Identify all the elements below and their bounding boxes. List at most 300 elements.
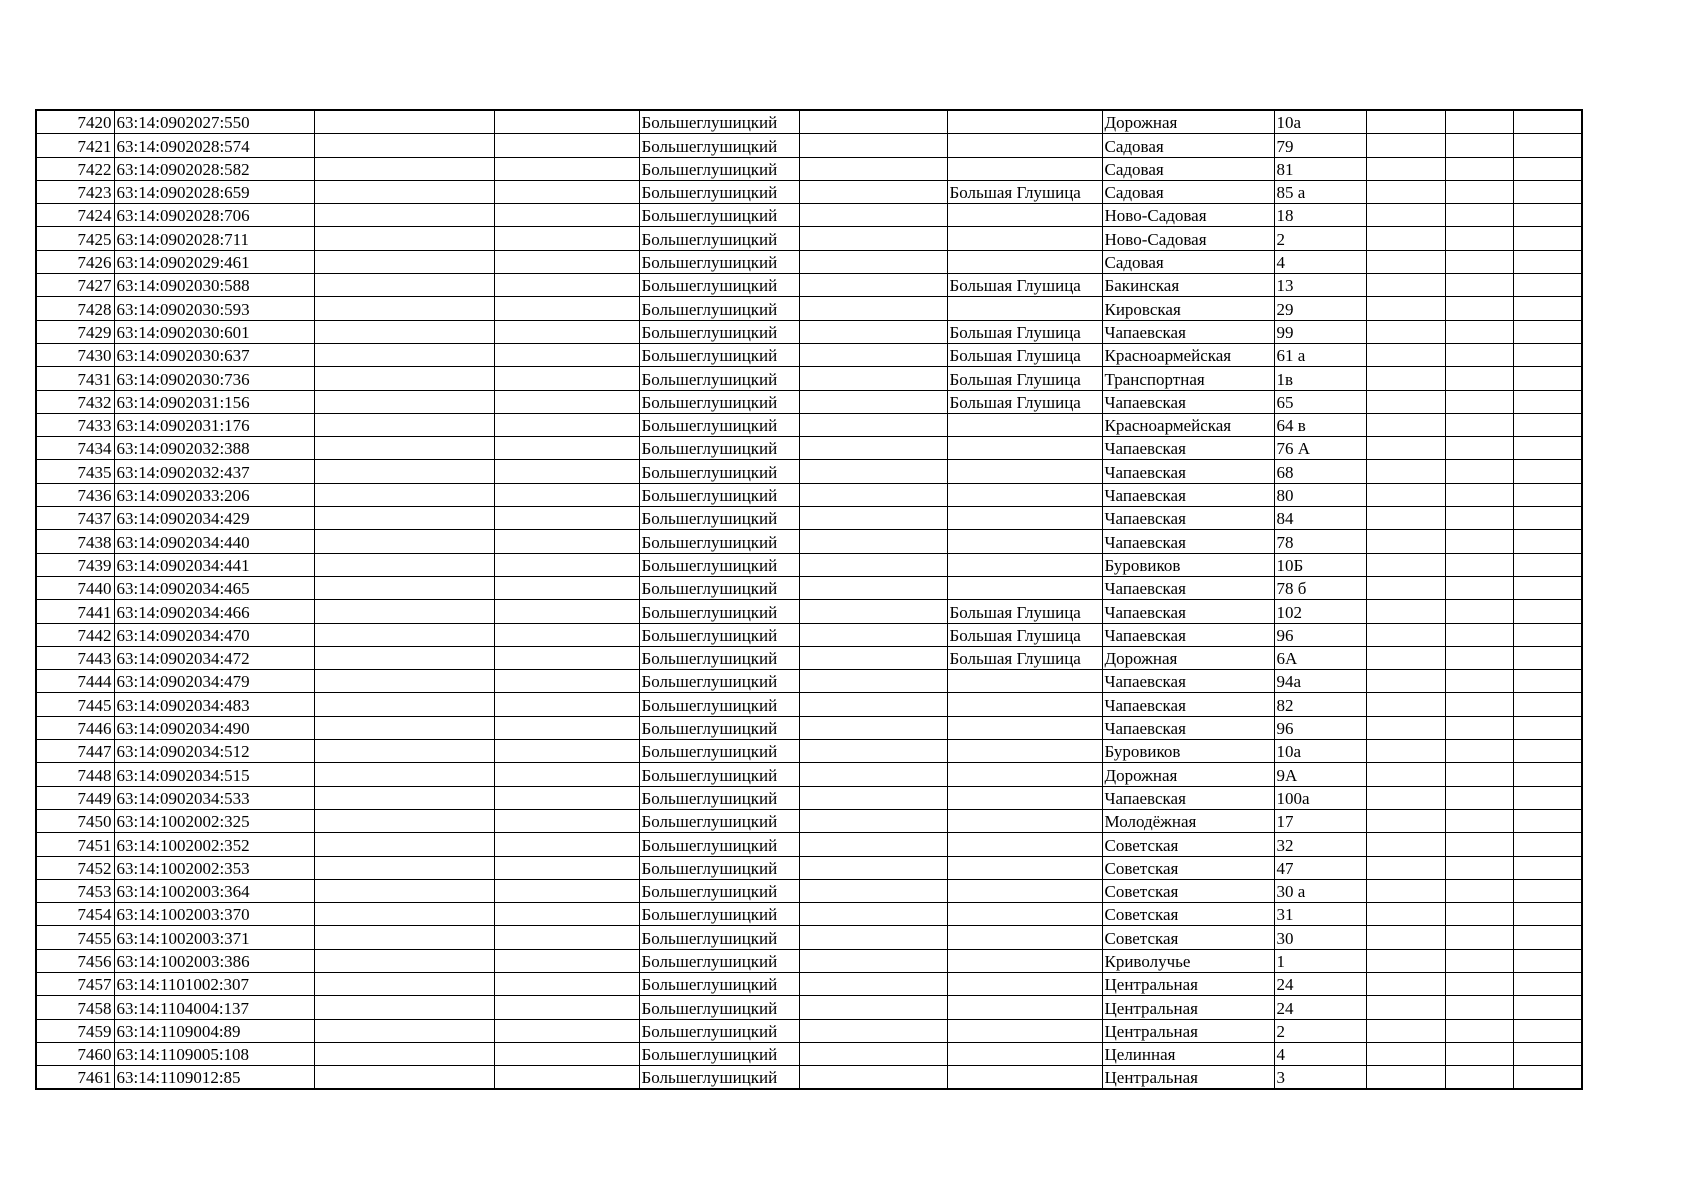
- empty-cell: [1513, 833, 1582, 856]
- row-number-cell: 7429: [36, 320, 114, 343]
- empty-cell: [494, 530, 639, 553]
- house-number-cell: 102: [1274, 600, 1366, 623]
- district-cell: Большеглушицкий: [639, 180, 799, 203]
- empty-cell: [1513, 903, 1582, 926]
- cadastral-number-cell: 63:14:0902034:479: [114, 670, 314, 693]
- street-cell: Советская: [1102, 833, 1274, 856]
- cadastral-number-cell: 63:14:1109005:108: [114, 1042, 314, 1065]
- house-number-cell: 1: [1274, 949, 1366, 972]
- locality-cell: [947, 250, 1102, 273]
- empty-cell: [494, 693, 639, 716]
- cadastral-number-cell: 63:14:0902034:470: [114, 623, 314, 646]
- district-cell: Большеглушицкий: [639, 320, 799, 343]
- cadastral-number-cell: 63:14:0902030:588: [114, 274, 314, 297]
- cadastral-number-cell: 63:14:1002003:371: [114, 926, 314, 949]
- empty-cell: [314, 297, 494, 320]
- street-cell: Садовая: [1102, 157, 1274, 180]
- cadastral-number-cell: 63:14:1109004:89: [114, 1019, 314, 1042]
- house-number-cell: 1в: [1274, 367, 1366, 390]
- empty-cell: [1366, 413, 1445, 436]
- cadastral-number-cell: 63:14:0902033:206: [114, 483, 314, 506]
- empty-cell: [494, 343, 639, 366]
- empty-cell: [1366, 483, 1445, 506]
- empty-cell: [1366, 343, 1445, 366]
- empty-cell: [799, 809, 947, 832]
- table-row: [36, 227, 1582, 250]
- empty-cell: [494, 437, 639, 460]
- empty-cell: [1366, 553, 1445, 576]
- empty-cell: [1366, 670, 1445, 693]
- cadastral-number-cell: 63:14:0902034:483: [114, 693, 314, 716]
- cadastral-number-cell: 63:14:0902034:465: [114, 576, 314, 599]
- empty-cell: [314, 716, 494, 739]
- empty-cell: [1445, 297, 1513, 320]
- house-number-cell: 85 а: [1274, 180, 1366, 203]
- empty-cell: [1445, 1066, 1513, 1090]
- empty-cell: [799, 1066, 947, 1090]
- empty-cell: [494, 297, 639, 320]
- district-cell: Большеглушицкий: [639, 833, 799, 856]
- street-cell: Чапаевская: [1102, 483, 1274, 506]
- empty-cell: [494, 157, 639, 180]
- empty-cell: [314, 320, 494, 343]
- table-row: [36, 297, 1582, 320]
- empty-cell: [799, 693, 947, 716]
- row-number-cell: 7423: [36, 180, 114, 203]
- empty-cell: [799, 949, 947, 972]
- row-number-cell: 7445: [36, 693, 114, 716]
- empty-cell: [494, 1042, 639, 1065]
- cadastral-number-cell: 63:14:1002003:386: [114, 949, 314, 972]
- row-number-cell: 7457: [36, 972, 114, 995]
- district-cell: Большеглушицкий: [639, 856, 799, 879]
- empty-cell: [799, 157, 947, 180]
- street-cell: Центральная: [1102, 1019, 1274, 1042]
- empty-cell: [494, 670, 639, 693]
- district-cell: Большеглушицкий: [639, 507, 799, 530]
- table-row: [36, 879, 1582, 902]
- house-number-cell: 10Б: [1274, 553, 1366, 576]
- table-row: [36, 530, 1582, 553]
- table-row: [36, 343, 1582, 366]
- empty-cell: [1513, 250, 1582, 273]
- cadastral-number-cell: 63:14:1109012:85: [114, 1066, 314, 1090]
- house-number-cell: 24: [1274, 972, 1366, 995]
- locality-cell: [947, 740, 1102, 763]
- empty-cell: [314, 413, 494, 436]
- locality-cell: [947, 227, 1102, 250]
- district-cell: Большеглушицкий: [639, 343, 799, 366]
- house-number-cell: 30 а: [1274, 879, 1366, 902]
- empty-cell: [314, 926, 494, 949]
- empty-cell: [1445, 460, 1513, 483]
- empty-cell: [1513, 413, 1582, 436]
- house-number-cell: 64 в: [1274, 413, 1366, 436]
- empty-cell: [314, 460, 494, 483]
- cadastral-number-cell: 63:14:1002003:370: [114, 903, 314, 926]
- street-cell: Чапаевская: [1102, 460, 1274, 483]
- empty-cell: [799, 250, 947, 273]
- empty-cell: [1513, 949, 1582, 972]
- house-number-cell: 17: [1274, 809, 1366, 832]
- locality-cell: [947, 972, 1102, 995]
- table-row: [36, 809, 1582, 832]
- empty-cell: [1366, 460, 1445, 483]
- table-row: [36, 134, 1582, 157]
- empty-cell: [494, 1066, 639, 1090]
- locality-cell: Большая Глушица: [947, 623, 1102, 646]
- empty-cell: [1445, 926, 1513, 949]
- empty-cell: [1366, 600, 1445, 623]
- street-cell: Дорожная: [1102, 763, 1274, 786]
- empty-cell: [799, 553, 947, 576]
- cadastral-number-cell: 63:14:0902030:601: [114, 320, 314, 343]
- empty-cell: [314, 972, 494, 995]
- table-row: [36, 740, 1582, 763]
- empty-cell: [799, 833, 947, 856]
- empty-cell: [1366, 134, 1445, 157]
- street-cell: Дорожная: [1102, 646, 1274, 669]
- empty-cell: [314, 553, 494, 576]
- house-number-cell: 6А: [1274, 646, 1366, 669]
- house-number-cell: 32: [1274, 833, 1366, 856]
- street-cell: Советская: [1102, 856, 1274, 879]
- empty-cell: [1366, 833, 1445, 856]
- cadastral-number-cell: 63:14:0902032:437: [114, 460, 314, 483]
- locality-cell: [947, 204, 1102, 227]
- row-number-cell: 7452: [36, 856, 114, 879]
- row-number-cell: 7427: [36, 274, 114, 297]
- locality-cell: Большая Глушица: [947, 600, 1102, 623]
- empty-cell: [1366, 437, 1445, 460]
- empty-cell: [1513, 460, 1582, 483]
- house-number-cell: 47: [1274, 856, 1366, 879]
- locality-cell: [947, 996, 1102, 1019]
- table-row: [36, 553, 1582, 576]
- district-cell: Большеглушицкий: [639, 274, 799, 297]
- empty-cell: [799, 483, 947, 506]
- locality-cell: [947, 949, 1102, 972]
- district-cell: Большеглушицкий: [639, 1019, 799, 1042]
- table-row: [36, 949, 1582, 972]
- empty-cell: [799, 716, 947, 739]
- empty-cell: [1366, 740, 1445, 763]
- empty-cell: [494, 949, 639, 972]
- row-number-cell: 7431: [36, 367, 114, 390]
- street-cell: Чапаевская: [1102, 670, 1274, 693]
- empty-cell: [1366, 297, 1445, 320]
- row-number-cell: 7443: [36, 646, 114, 669]
- row-number-cell: 7450: [36, 809, 114, 832]
- empty-cell: [799, 856, 947, 879]
- locality-cell: [947, 134, 1102, 157]
- house-number-cell: 2: [1274, 1019, 1366, 1042]
- row-number-cell: 7458: [36, 996, 114, 1019]
- street-cell: Ново-Садовая: [1102, 227, 1274, 250]
- row-number-cell: 7437: [36, 507, 114, 530]
- cadastral-number-cell: 63:14:0902030:593: [114, 297, 314, 320]
- cadastral-number-cell: 63:14:0902030:736: [114, 367, 314, 390]
- empty-cell: [799, 670, 947, 693]
- empty-cell: [1366, 367, 1445, 390]
- empty-cell: [799, 996, 947, 1019]
- locality-cell: Большая Глушица: [947, 180, 1102, 203]
- empty-cell: [1513, 390, 1582, 413]
- empty-cell: [314, 1066, 494, 1090]
- row-number-cell: 7435: [36, 460, 114, 483]
- locality-cell: [947, 460, 1102, 483]
- table-row: [36, 903, 1582, 926]
- table-row: [36, 367, 1582, 390]
- empty-cell: [1445, 180, 1513, 203]
- empty-cell: [494, 413, 639, 436]
- empty-cell: [1513, 157, 1582, 180]
- locality-cell: [947, 413, 1102, 436]
- row-number-cell: 7434: [36, 437, 114, 460]
- house-number-cell: 31: [1274, 903, 1366, 926]
- house-number-cell: 3: [1274, 1066, 1366, 1090]
- locality-cell: [947, 786, 1102, 809]
- empty-cell: [1445, 786, 1513, 809]
- district-cell: Большеглушицкий: [639, 972, 799, 995]
- empty-cell: [1513, 786, 1582, 809]
- registry-table: [35, 109, 1583, 1090]
- street-cell: Советская: [1102, 903, 1274, 926]
- empty-cell: [314, 879, 494, 902]
- empty-cell: [494, 227, 639, 250]
- empty-cell: [1513, 1019, 1582, 1042]
- empty-cell: [1445, 110, 1513, 134]
- district-cell: Большеглушицкий: [639, 786, 799, 809]
- locality-cell: Большая Глушица: [947, 274, 1102, 297]
- row-number-cell: 7456: [36, 949, 114, 972]
- house-number-cell: 10а: [1274, 110, 1366, 134]
- empty-cell: [1513, 879, 1582, 902]
- empty-cell: [1513, 483, 1582, 506]
- street-cell: Буровиков: [1102, 553, 1274, 576]
- cadastral-number-cell: 63:14:0902032:388: [114, 437, 314, 460]
- cadastral-number-cell: 63:14:0902034:466: [114, 600, 314, 623]
- empty-cell: [314, 740, 494, 763]
- district-cell: Большеглушицкий: [639, 1066, 799, 1090]
- house-number-cell: 100а: [1274, 786, 1366, 809]
- locality-cell: [947, 1019, 1102, 1042]
- empty-cell: [1366, 274, 1445, 297]
- street-cell: Центральная: [1102, 996, 1274, 1019]
- district-cell: Большеглушицкий: [639, 879, 799, 902]
- empty-cell: [1445, 623, 1513, 646]
- empty-cell: [1513, 693, 1582, 716]
- district-cell: Большеглушицкий: [639, 227, 799, 250]
- empty-cell: [1513, 530, 1582, 553]
- empty-cell: [1445, 903, 1513, 926]
- empty-cell: [799, 926, 947, 949]
- empty-cell: [1445, 437, 1513, 460]
- empty-cell: [1445, 343, 1513, 366]
- empty-cell: [1445, 134, 1513, 157]
- empty-cell: [799, 600, 947, 623]
- house-number-cell: 96: [1274, 716, 1366, 739]
- table-row: [36, 623, 1582, 646]
- cadastral-number-cell: 63:14:1002002:353: [114, 856, 314, 879]
- house-number-cell: 4: [1274, 1042, 1366, 1065]
- cadastral-number-cell: 63:14:0902030:637: [114, 343, 314, 366]
- empty-cell: [1445, 157, 1513, 180]
- row-number-cell: 7433: [36, 413, 114, 436]
- empty-cell: [799, 297, 947, 320]
- house-number-cell: 84: [1274, 507, 1366, 530]
- empty-cell: [1445, 972, 1513, 995]
- cadastral-number-cell: 63:14:0902029:461: [114, 250, 314, 273]
- empty-cell: [1513, 297, 1582, 320]
- row-number-cell: 7422: [36, 157, 114, 180]
- empty-cell: [1513, 623, 1582, 646]
- empty-cell: [314, 507, 494, 530]
- empty-cell: [1445, 1042, 1513, 1065]
- table-row: [36, 856, 1582, 879]
- row-number-cell: 7460: [36, 1042, 114, 1065]
- cadastral-number-cell: 63:14:0902034:472: [114, 646, 314, 669]
- house-number-cell: 9А: [1274, 763, 1366, 786]
- empty-cell: [1445, 227, 1513, 250]
- empty-cell: [314, 856, 494, 879]
- empty-cell: [799, 320, 947, 343]
- empty-cell: [1513, 740, 1582, 763]
- district-cell: Большеглушицкий: [639, 716, 799, 739]
- empty-cell: [1366, 157, 1445, 180]
- table-row: [36, 1066, 1582, 1090]
- row-number-cell: 7446: [36, 716, 114, 739]
- cadastral-number-cell: 63:14:1104004:137: [114, 996, 314, 1019]
- table-row: [36, 693, 1582, 716]
- street-cell: Чапаевская: [1102, 320, 1274, 343]
- empty-cell: [1445, 1019, 1513, 1042]
- row-number-cell: 7461: [36, 1066, 114, 1090]
- locality-cell: Большая Глушица: [947, 343, 1102, 366]
- cadastral-number-cell: 63:14:1002002:352: [114, 833, 314, 856]
- table-row: [36, 600, 1582, 623]
- table-row: [36, 483, 1582, 506]
- empty-cell: [314, 367, 494, 390]
- empty-cell: [314, 623, 494, 646]
- empty-cell: [1445, 576, 1513, 599]
- table-row: [36, 507, 1582, 530]
- locality-cell: Большая Глушица: [947, 646, 1102, 669]
- empty-cell: [1366, 623, 1445, 646]
- empty-cell: [1445, 413, 1513, 436]
- house-number-cell: 76 А: [1274, 437, 1366, 460]
- cadastral-number-cell: 63:14:0902034:490: [114, 716, 314, 739]
- empty-cell: [1445, 530, 1513, 553]
- empty-cell: [314, 600, 494, 623]
- cadastral-number-cell: 63:14:1101002:307: [114, 972, 314, 995]
- empty-cell: [1513, 437, 1582, 460]
- street-cell: Криволучье: [1102, 949, 1274, 972]
- empty-cell: [494, 134, 639, 157]
- empty-cell: [1445, 390, 1513, 413]
- empty-cell: [799, 740, 947, 763]
- empty-cell: [1513, 670, 1582, 693]
- empty-cell: [1445, 204, 1513, 227]
- street-cell: Ново-Садовая: [1102, 204, 1274, 227]
- district-cell: Большеглушицкий: [639, 297, 799, 320]
- empty-cell: [494, 390, 639, 413]
- row-number-cell: 7444: [36, 670, 114, 693]
- empty-cell: [314, 949, 494, 972]
- district-cell: Большеглушицкий: [639, 600, 799, 623]
- empty-cell: [314, 134, 494, 157]
- table-row: [36, 157, 1582, 180]
- empty-cell: [1366, 576, 1445, 599]
- empty-cell: [1445, 763, 1513, 786]
- empty-cell: [1366, 320, 1445, 343]
- empty-cell: [314, 204, 494, 227]
- house-number-cell: 78 б: [1274, 576, 1366, 599]
- empty-cell: [1513, 227, 1582, 250]
- locality-cell: Большая Глушица: [947, 320, 1102, 343]
- empty-cell: [1513, 367, 1582, 390]
- empty-cell: [494, 507, 639, 530]
- empty-cell: [1445, 833, 1513, 856]
- empty-cell: [1513, 856, 1582, 879]
- table-row: [36, 996, 1582, 1019]
- empty-cell: [314, 390, 494, 413]
- locality-cell: [947, 1042, 1102, 1065]
- empty-cell: [314, 763, 494, 786]
- empty-cell: [1366, 693, 1445, 716]
- empty-cell: [314, 576, 494, 599]
- empty-cell: [314, 157, 494, 180]
- district-cell: Большеглушицкий: [639, 903, 799, 926]
- empty-cell: [314, 250, 494, 273]
- empty-cell: [1366, 856, 1445, 879]
- empty-cell: [494, 996, 639, 1019]
- district-cell: Большеглушицкий: [639, 390, 799, 413]
- locality-cell: Большая Глушица: [947, 367, 1102, 390]
- table-row: [36, 786, 1582, 809]
- empty-cell: [494, 623, 639, 646]
- table-row: [36, 716, 1582, 739]
- empty-cell: [799, 134, 947, 157]
- empty-cell: [1513, 576, 1582, 599]
- row-number-cell: 7442: [36, 623, 114, 646]
- locality-cell: [947, 926, 1102, 949]
- street-cell: Чапаевская: [1102, 576, 1274, 599]
- empty-cell: [1513, 763, 1582, 786]
- cadastral-number-cell: 63:14:0902031:176: [114, 413, 314, 436]
- empty-cell: [1366, 809, 1445, 832]
- row-number-cell: 7449: [36, 786, 114, 809]
- empty-cell: [1445, 949, 1513, 972]
- district-cell: Большеглушицкий: [639, 437, 799, 460]
- row-number-cell: 7425: [36, 227, 114, 250]
- cadastral-number-cell: 63:14:0902034:440: [114, 530, 314, 553]
- street-cell: Кировская: [1102, 297, 1274, 320]
- street-cell: Чапаевская: [1102, 390, 1274, 413]
- locality-cell: [947, 110, 1102, 134]
- district-cell: Большеглушицкий: [639, 530, 799, 553]
- street-cell: Дорожная: [1102, 110, 1274, 134]
- locality-cell: [947, 1066, 1102, 1090]
- empty-cell: [1445, 507, 1513, 530]
- empty-cell: [494, 972, 639, 995]
- empty-cell: [1513, 646, 1582, 669]
- empty-cell: [1366, 786, 1445, 809]
- row-number-cell: 7448: [36, 763, 114, 786]
- empty-cell: [494, 320, 639, 343]
- house-number-cell: 81: [1274, 157, 1366, 180]
- empty-cell: [1366, 1019, 1445, 1042]
